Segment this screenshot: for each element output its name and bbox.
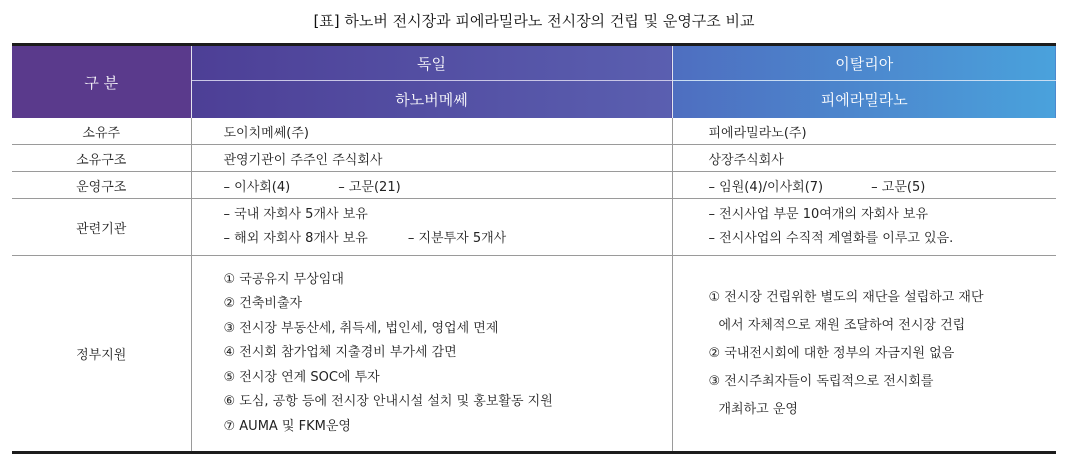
cell-line: 개최하고 운영 [718,401,798,417]
cell-line: ④ 전시회 참가업체 지출경비 부가세 감면 [223,345,457,361]
table-row-ownership [12,118,1056,145]
row-label: 관련기관 [12,199,191,256]
cell-germany: 도이치메쎄(주) [191,118,672,145]
row-label: 운영구조 [12,172,191,199]
row-label: 소유구조 [12,145,191,172]
cell-line: ③ 전시장 부동산세, 취득세, 법인세, 영업세 면제 [223,320,499,336]
table-row-related-orgs [12,199,1056,256]
cell-text: – 임원(4)/이사회(7) [708,179,824,195]
cell-line: ③ 전시주최자들이 독립적으로 전시회를 [708,373,934,389]
cell-text: – 해외 자회사 8개사 보유 [223,231,368,246]
cell-line: ② 건축비출자 [223,296,303,312]
cell-line: – 국내 자회사 5개사 보유 [223,207,368,222]
header-country-italy: 이탈리아 [672,45,1056,81]
cell-italy [672,256,1056,453]
cell-line: ② 국내전시회에 대한 정부의 자금지원 없음 [708,345,955,361]
cell-line: ⑥ 도심, 공항 등에 전시장 안내시설 설치 및 홍보활동 지원 [223,394,553,410]
cell-text: – 고문(5) [871,179,926,195]
header-venue-germany: 하노버메쎄 [191,81,672,118]
comparison-table [12,43,1056,454]
cell-line: 에서 자체적으로 재원 조달하여 전시장 건립 [718,317,966,333]
cell-italy: 피에라밀라노(주) [672,118,1056,145]
row-label: 정부지원 [12,256,191,453]
cell-germany [191,172,672,199]
table-row-gov-support [12,256,1056,453]
header-venue-italy: 피에라밀라노 [672,81,1056,118]
header-country-germany: 독일 [191,45,672,81]
cell-line: – 전시사업의 수직적 계열화를 이루고 있음. [708,231,954,246]
cell-text: – 고문(21) [338,179,401,195]
cell-line [224,227,672,251]
table-row-ownership-structure [12,145,1056,172]
cell-italy [672,199,1056,256]
cell-text: – 지분투자 5개사 [407,231,507,246]
table-row-operation-structure [12,172,1056,199]
table-header [12,45,1056,119]
cell-line: ① 전시장 건립위한 별도의 재단을 설립하고 재단 [708,289,984,305]
row-label: 소유주 [12,118,191,145]
cell-line: ⑦ AUMA 및 FKM운영 [223,418,351,434]
cell-line: ① 국공유지 무상임대 [223,271,344,287]
cell-line: ⑤ 전시장 연계 SOC에 투자 [223,369,380,385]
cell-germany [191,256,672,453]
cell-germany: 관영기관이 주주인 주식회사 [191,145,672,172]
cell-line: – 전시사업 부문 10여개의 자회사 보유 [708,207,929,222]
cell-italy [672,172,1056,199]
header-category: 구 분 [12,45,191,119]
cell-germany [191,199,672,256]
cell-text: – 이사회(4) [223,179,291,195]
table-caption: [표] 하노버 전시장과 피에라밀라노 전시장의 건립 및 운영구조 비교 [313,12,755,30]
cell-italy: 상장주식회사 [672,145,1056,172]
